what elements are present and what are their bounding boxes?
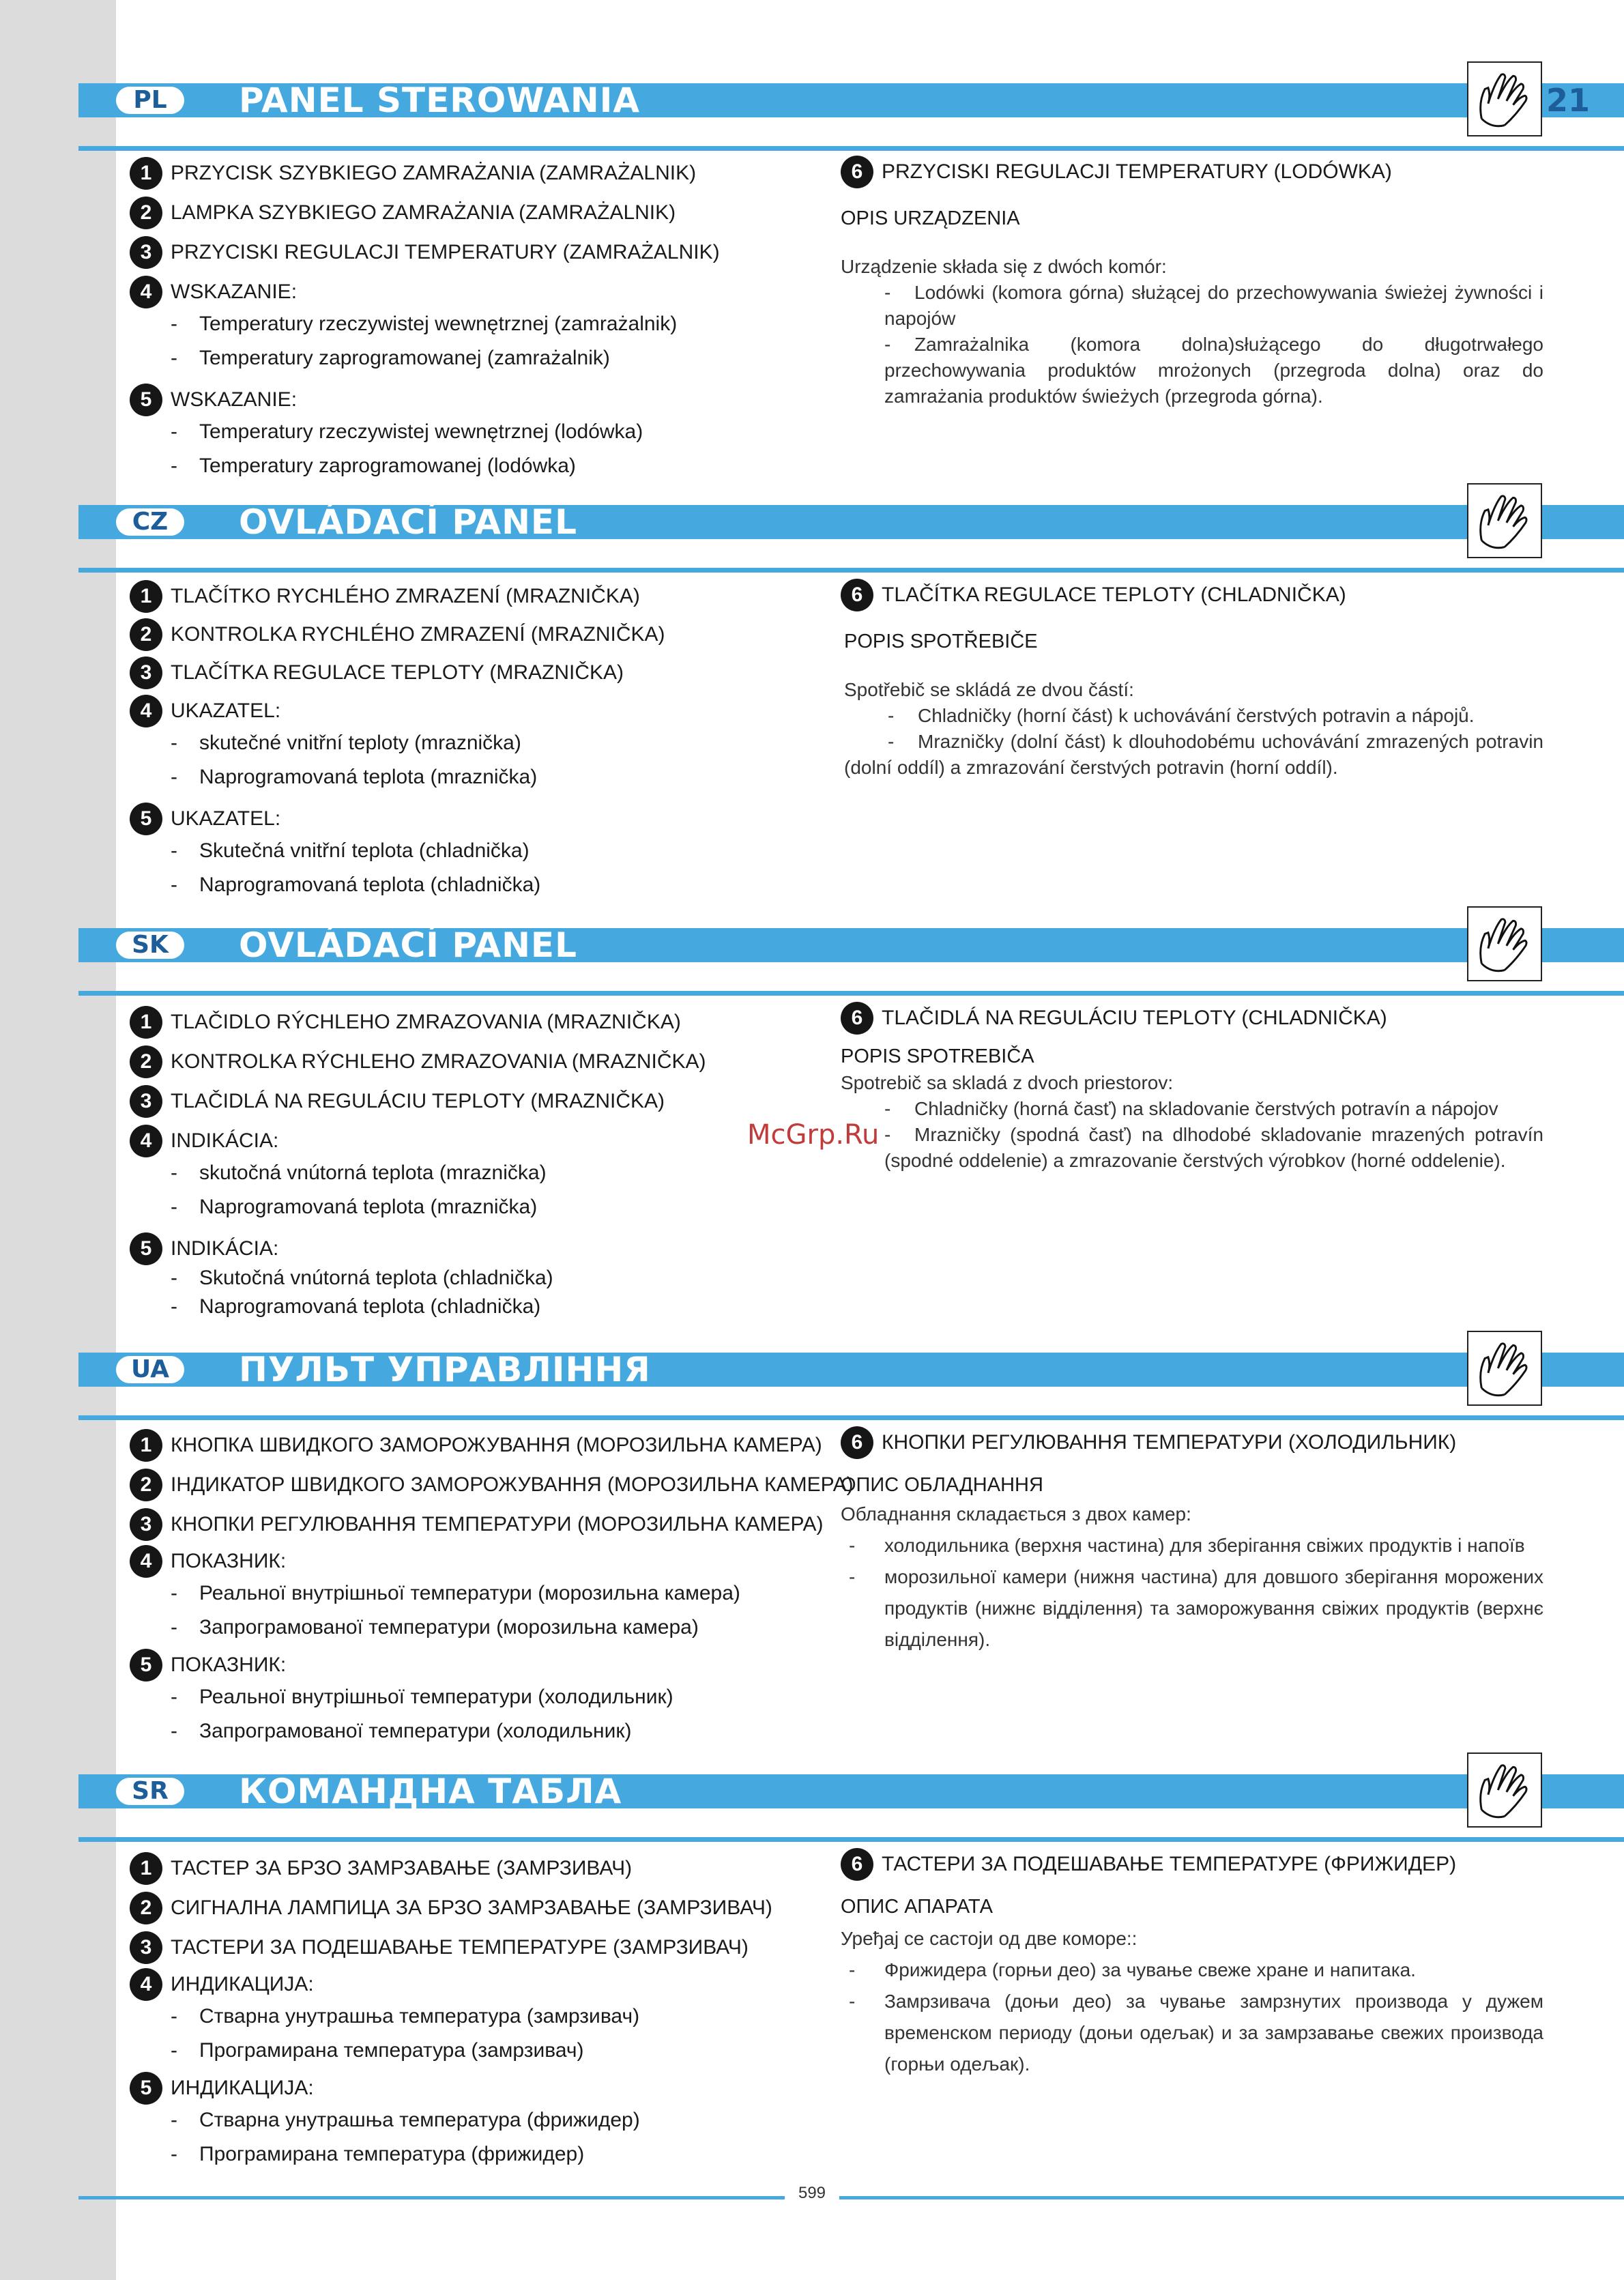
- sub-item-label: Temperatury zaprogramowanej (lodówka): [199, 454, 576, 477]
- description-column: [841, 580, 1543, 781]
- description-heading: POPIS SPOTŘEBIČE: [844, 631, 1038, 652]
- item-label: ТАСТЕРИ ЗА ПОДЕШАВАЊЕ ТЕМПЕРАТУРЕ (ФРИЖИДЕР): [882, 1853, 1457, 1875]
- item-label: TLAČIDLÁ NA REGULÁCIU TEPLOTY (MRAZNIČKA): [171, 1090, 665, 1112]
- number-badge: 1: [130, 1852, 162, 1885]
- number-badge: 4: [130, 1125, 162, 1157]
- description-bullet: - Mrazničky (spodná časť) na dlhodobé skladovanie mrazených potravín (spodné oddelenie) a zmrazovanie čerstvých výrobkov (horné oddelenie).: [841, 1122, 1543, 1174]
- sub-item: - Naprogramovaná teplota (mraznička): [171, 1196, 538, 1218]
- number-badge: 2: [130, 1045, 162, 1078]
- list-item: [130, 1430, 826, 1460]
- item-label: INDIKÁCIA:: [171, 1129, 279, 1152]
- item-label: KONTROLKA RYCHLÉHO ZMRAZENÍ (MRAZNIČKA): [171, 623, 665, 646]
- bullet-text: холодильника (верхня частина) для зберігання свіжих продуктів і напоїв: [884, 1535, 1525, 1556]
- description-intro: Уређај се састоји од две коморе::: [841, 1928, 1137, 1949]
- number-badge: 3: [130, 236, 162, 269]
- sub-item: - Програмирана температура (замрзивач): [171, 2039, 584, 2062]
- footer-rule-left: [78, 2196, 785, 2199]
- sub-item-label: Naprogramovaná teplota (chladnička): [199, 1295, 541, 1318]
- bullet-text: Chladničky (horní část) k uchovávání čerstvých potravin a nápojů.: [918, 705, 1475, 726]
- section-header-band: [78, 1772, 1624, 1811]
- language-code-badge: SK: [116, 932, 184, 959]
- number-badge: 4: [130, 1545, 162, 1578]
- section-divider: [78, 146, 1624, 151]
- list-item: [130, 1933, 826, 1963]
- description-heading: ОПИС АПАРАТА: [841, 1896, 994, 1918]
- sub-item-label: Програмирана температура (фрижидер): [199, 2143, 585, 2165]
- item-label: ТАСТЕР ЗА БРЗО ЗАМРЗАВАЊЕ (ЗАМРЗИВАЧ): [171, 1857, 633, 1879]
- section-title: КОМАНДНА ТАБЛА: [239, 1772, 622, 1811]
- sub-item-label: Стварна унутрашња температура (фрижидер): [199, 2109, 640, 2131]
- description-bullet: - морозильної камери (нижня частина) для довшого зберігання морожених продуктів (нижнє відділення) та заморожування свіжих продуктів (верхнє відділення).: [841, 1561, 1543, 1656]
- item-label: TLAČÍTKA REGULACE TEPLOTY (CHLADNIČKA): [882, 583, 1346, 606]
- number-badge: 6: [841, 1848, 873, 1881]
- language-code-badge: SR: [116, 1778, 184, 1805]
- sub-item-label: Реальної внутрішньої температури (холодильник): [199, 1686, 673, 1708]
- description-body: [844, 677, 1543, 781]
- item-label: ИНДИКАЦИЈА:: [171, 2077, 314, 2099]
- sub-item-label: Skutečná vnitřní teplota (chladnička): [199, 839, 530, 862]
- sub-item: - Реальної внутрішньої температури (холодильник): [171, 1686, 673, 1708]
- list-item: [841, 1849, 1543, 1879]
- list-item: [130, 1470, 854, 1500]
- item-label: СИГНАЛНА ЛАМПИЦА ЗА БРЗО ЗАМРЗАВАЊЕ (ЗАМРЗИВАЧ): [171, 1896, 772, 1919]
- number-badge: 2: [130, 197, 162, 229]
- language-code-badge: UA: [116, 1356, 184, 1383]
- sub-item-label: Temperatury rzeczywistej wewnętrznej (zamrażalnik): [199, 313, 678, 335]
- list-item: [130, 1234, 826, 1264]
- item-label: WSKAZANIE:: [171, 388, 298, 411]
- footer-rule-right: [839, 2196, 1624, 2199]
- item-label: КНОПКИ РЕГУЛЮВАННЯ ТЕМПЕРАТУРИ (МОРОЗИЛЬНА КАМЕРА): [171, 1513, 824, 1535]
- list-item: [130, 1969, 826, 2000]
- sub-item: - Запрограмованої температури (морозильна камера): [171, 1616, 699, 1639]
- section-divider: [78, 1415, 1624, 1420]
- section-divider: [78, 991, 1624, 996]
- control-list: [130, 581, 826, 902]
- bullet-text: Lodówki (komora górna) służącej do przechowywania świeżej żywności i napojów: [884, 282, 1543, 329]
- number-badge: 4: [130, 276, 162, 308]
- description-column: [841, 157, 1543, 409]
- description-bullet: - Замрзивача (доњи део) за чување замрзнутих производа у дужем временском периоду (доњи одељак) и за замрзавање свежих производа (горњи одељак).: [841, 1986, 1543, 2080]
- number-badge: 6: [841, 1426, 873, 1459]
- sub-item-label: skutečné vnitřní teploty (mraznička): [199, 732, 521, 754]
- sub-item-label: Temperatury zaprogramowanej (zamrażalnik): [199, 347, 610, 369]
- item-label: LAMPKA SZYBKIEGO ZAMRAŻANIA (ZAMRAŻALNIK): [171, 201, 676, 224]
- list-item: [841, 1003, 1543, 1033]
- sub-item-label: Naprogramovaná teplota (mraznička): [199, 766, 538, 788]
- sub-item: - skutočná vnútorná teplota (mraznička): [171, 1161, 547, 1184]
- list-item: [841, 1428, 1543, 1458]
- description-heading: OPIS URZĄDZENIA: [841, 207, 1020, 229]
- sub-item-label: skutočná vnútorná teplota (mraznička): [199, 1161, 547, 1184]
- section-header-band: [78, 925, 1624, 965]
- number-badge: 5: [130, 803, 162, 835]
- sub-item: - Temperatury rzeczywistej wewnętrznej (zamrażalnik): [171, 313, 678, 335]
- number-badge: 5: [130, 384, 162, 416]
- watermark-text: McGrp.Ru: [747, 1119, 880, 1151]
- item-label: КНОПКА ШВИДКОГО ЗАМОРОЖУВАННЯ (МОРОЗИЛЬНА КАМЕРА): [171, 1434, 822, 1456]
- description-body: [841, 1499, 1543, 1656]
- number-badge: 1: [130, 157, 162, 190]
- section-title: ПУЛЬТ УПРАВЛІННЯ: [239, 1350, 651, 1389]
- control-list: [130, 158, 826, 483]
- language-code-badge: PL: [116, 87, 184, 114]
- list-item: [130, 1047, 826, 1077]
- list-item: [130, 1126, 826, 1156]
- item-label: ПОКАЗНИК:: [171, 1550, 287, 1572]
- sub-item: - Запрограмованої температури (холодильник): [171, 1720, 632, 1742]
- section-header-band: [78, 1350, 1624, 1389]
- list-item: [130, 198, 826, 228]
- language-code-badge: CZ: [116, 508, 184, 536]
- item-label: ТАСТЕРИ ЗА ПОДЕШАВАЊЕ ТЕМПЕРАТУРЕ (ЗАМРЗИВАЧ): [171, 1936, 749, 1959]
- hand-icon: [1467, 906, 1542, 981]
- description-bullet: - Chladničky (horní část) k uchovávání čerstvých potravin a nápojů.: [844, 703, 1543, 729]
- number-badge: 4: [130, 1968, 162, 2001]
- item-label: KONTROLKA RÝCHLEHO ZMRAZOVANIA (MRAZNIČKA): [171, 1050, 706, 1073]
- description-bullet: - Lodówki (komora górna) służącej do przechowywania świeżej żywności i napojów: [841, 280, 1543, 332]
- sub-item: - Реальної внутрішньої температури (морозильна камера): [171, 1582, 740, 1604]
- number-badge: 3: [130, 1508, 162, 1541]
- list-item: [130, 1893, 826, 1923]
- sub-item-label: Реальної внутрішньої температури (морозильна камера): [199, 1582, 740, 1604]
- description-column: [841, 1003, 1543, 1174]
- list-item: [841, 157, 1543, 187]
- hand-icon: [1467, 1752, 1542, 1828]
- number-badge: 2: [130, 1892, 162, 1924]
- item-label: TLAČIDLO RÝCHLEHO ZMRAZOVANIA (MRAZNIČKA): [171, 1011, 681, 1033]
- list-item: [130, 2073, 826, 2103]
- sub-item: - Програмирана температура (фрижидер): [171, 2143, 585, 2165]
- sub-item: - Naprogramovaná teplota (chladnička): [171, 874, 541, 896]
- sub-item: - Skutočná vnútorná teplota (chladnička): [171, 1267, 553, 1289]
- number-badge: 1: [130, 1006, 162, 1039]
- section-title: PANEL STEROWANIA: [239, 81, 641, 120]
- item-label: ІНДИКАТОР ШВИДКОГО ЗАМОРОЖУВАННЯ (МОРОЗИЛЬНА КАМЕРА): [171, 1473, 854, 1496]
- sub-item-label: Naprogramovaná teplota (chladnička): [199, 874, 541, 896]
- sub-item: - Temperatury zaprogramowanej (lodówka): [171, 454, 576, 477]
- description-bullet: - Zamrażalnika (komora dolna)służącego do długotrwałego przechowywania produktów mrożonych (przegroda dolna) oraz do zamrażania produktów świeżych (przegroda górna).: [841, 332, 1543, 409]
- list-item: [130, 658, 826, 688]
- number-badge: 4: [130, 695, 162, 727]
- number-badge: 6: [841, 156, 873, 188]
- list-item: [130, 1853, 826, 1884]
- number-badge: 2: [130, 1469, 162, 1501]
- section-title: OVLÁDACÍ PANEL: [239, 925, 577, 965]
- sub-item: - Naprogramovaná teplota (chladnička): [171, 1295, 541, 1318]
- item-label: PRZYCISK SZYBKIEGO ZAMRAŻANIA (ZAMRAŻALNIK): [171, 162, 697, 184]
- section-header-band: [78, 502, 1624, 542]
- item-label: INDIKÁCIA:: [171, 1237, 279, 1260]
- description-heading: POPIS SPOTREBIČA: [841, 1045, 1034, 1067]
- item-label: ПОКАЗНИК:: [171, 1654, 287, 1676]
- number-badge: 3: [130, 656, 162, 689]
- list-item: [130, 696, 826, 726]
- bullet-text: морозильної камери (нижня частина) для довшого зберігання морожених продуктів (нижнє відділення) та заморожування свіжих продуктів (верхнє відділення).: [884, 1566, 1543, 1650]
- left-margin-strip: [0, 0, 116, 2280]
- description-bullet: - холодильника (верхня частина) для зберігання свіжих продуктів і напоїв: [841, 1530, 1543, 1561]
- bullet-text: Фрижидера (горњи део) за чување свеже хране и напитака.: [884, 1959, 1416, 1980]
- sub-item: - Temperatury rzeczywistej wewnętrznej (lodówka): [171, 420, 643, 443]
- number-badge: 2: [130, 618, 162, 651]
- description-intro: Spotrebič sa skladá z dvoch priestorov:: [841, 1072, 1174, 1093]
- number-badge: 5: [130, 1649, 162, 1682]
- number-badge: 3: [130, 1931, 162, 1964]
- item-label: TLAČÍTKO RYCHLÉHO ZMRAZENÍ (MRAZNIČKA): [171, 585, 640, 607]
- control-list: [130, 1007, 826, 1321]
- number-badge: 6: [841, 1002, 873, 1035]
- hand-icon: [1467, 61, 1542, 136]
- description-column: [841, 1428, 1543, 1656]
- list-item: [130, 1650, 826, 1680]
- section-divider: [78, 568, 1624, 573]
- description-intro: Spotřebič se skládá ze dvou částí:: [844, 679, 1134, 700]
- description-body: [841, 1923, 1543, 2080]
- list-item: [130, 581, 826, 611]
- bullet-text: Mrazničky (dolní část) k dlouhodobému uchovávání zmrazených potravin (dolní oddíl) a zmrazování čerstvých potravin (horní oddíl).: [844, 731, 1543, 778]
- sub-item-label: Стварна унутрашња температура (замрзивач): [199, 2005, 640, 2028]
- list-item: [841, 580, 1543, 610]
- description-body: [841, 1070, 1543, 1174]
- sub-item: - Стварна унутрашња температура (фрижидер): [171, 2109, 640, 2131]
- list-item: [130, 385, 826, 415]
- list-item: [130, 620, 826, 650]
- page-number: 21: [1546, 82, 1590, 119]
- sub-item: - Skutečná vnitřní teplota (chladnička): [171, 839, 530, 862]
- list-item: [130, 804, 826, 834]
- hand-icon: [1467, 1331, 1542, 1406]
- sub-item-label: Програмирана температура (замрзивач): [199, 2039, 584, 2062]
- list-item: [130, 277, 826, 307]
- list-item: [130, 158, 826, 188]
- sub-item-label: Temperatury rzeczywistej wewnętrznej (lodówka): [199, 420, 643, 443]
- description-heading: ОПИС ОБЛАДНАННЯ: [841, 1474, 1043, 1496]
- item-label: WSKAZANIE:: [171, 280, 298, 303]
- number-badge: 5: [130, 1232, 162, 1265]
- list-item: [130, 1007, 826, 1037]
- footer-page-number: 599: [798, 2184, 826, 2202]
- number-badge: 1: [130, 580, 162, 613]
- list-item: [130, 237, 826, 268]
- item-label: PRZYCISKI REGULACJI TEMPERATURY (LODÓWKA): [882, 160, 1392, 183]
- description-bullet: - Mrazničky (dolní část) k dlouhodobému uchovávání zmrazených potravin (dolní oddíl) a zmrazování čerstvých potravin (horní oddíl).: [844, 729, 1543, 781]
- item-label: UKAZATEL:: [171, 699, 281, 722]
- description-intro: Обладнання складається з двох камер:: [841, 1503, 1191, 1525]
- bullet-text: Mrazničky (spodná časť) na dlhodobé skladovanie mrazených potravín (spodné oddelenie) a zmrazovanie čerstvých výrobkov (horné oddelenie).: [884, 1124, 1543, 1171]
- hand-icon: [1467, 483, 1542, 558]
- bullet-text: Замрзивача (доњи део) за чување замрзнутих производа у дужем временском периоду (доњи одељак) и за замрзавање свежих производа (горњи одељак).: [884, 1991, 1543, 2075]
- description-intro: Urządzenie składa się z dwóch komór:: [841, 256, 1167, 277]
- list-item: [130, 1510, 826, 1540]
- number-badge: 5: [130, 2072, 162, 2105]
- sub-item: - Temperatury zaprogramowanej (zamrażalnik): [171, 347, 610, 369]
- number-badge: 6: [841, 579, 873, 611]
- sub-item-label: Запрограмованої температури (холодильник): [199, 1720, 632, 1742]
- item-label: PRZYCISKI REGULACJI TEMPERATURY (ZAMRAŻALNIK): [171, 241, 720, 263]
- sub-item-label: Skutočná vnútorná teplota (chladnička): [199, 1267, 553, 1289]
- number-badge: 1: [130, 1429, 162, 1462]
- description-column: [841, 1849, 1543, 2080]
- bullet-text: Chladničky (horná časť) na skladovanie čerstvých potravín a nápojov: [914, 1098, 1498, 1119]
- sub-item: - skutečné vnitřní teploty (mraznička): [171, 732, 521, 754]
- item-label: TLAČIDLÁ NA REGULÁCIU TEPLOTY (CHLADNIČKA): [882, 1007, 1387, 1029]
- list-item: [130, 1546, 826, 1576]
- number-badge: 3: [130, 1085, 162, 1118]
- description-bullet: - Фрижидера (горњи део) за чување свеже хране и напитака.: [841, 1954, 1543, 1986]
- section-title: OVLÁDACÍ PANEL: [239, 502, 577, 542]
- item-label: TLAČÍTKA REGULACE TEPLOTY (MRAZNIČKA): [171, 661, 624, 684]
- control-list: [130, 1430, 854, 1748]
- control-list: [130, 1853, 826, 2171]
- item-label: КНОПКИ РЕГУЛЮВАННЯ ТЕМПЕРАТУРИ (ХОЛОДИЛЬНИК): [882, 1431, 1457, 1454]
- description-body: [841, 254, 1543, 409]
- description-bullet: - Chladničky (horná časť) na skladovanie čerstvých potravín a nápojov: [841, 1096, 1543, 1122]
- section-divider: [78, 1837, 1624, 1842]
- sub-item-label: Naprogramovaná teplota (mraznička): [199, 1196, 538, 1218]
- section-header-band: [78, 81, 1624, 120]
- sub-item-label: Запрограмованої температури (морозильна камера): [199, 1616, 699, 1639]
- list-item: [130, 1086, 826, 1116]
- sub-item: - Naprogramovaná teplota (mraznička): [171, 766, 538, 788]
- item-label: UKAZATEL:: [171, 807, 281, 830]
- sub-item: - Стварна унутрашња температура (замрзивач): [171, 2005, 640, 2028]
- bullet-text: Zamrażalnika (komora dolna)służącego do długotrwałego przechowywania produktów mrożonych (przegroda dolna) oraz do zamrażania produktów świeżych (przegroda górna).: [884, 334, 1543, 407]
- item-label: ИНДИКАЦИЈА:: [171, 1973, 314, 1995]
